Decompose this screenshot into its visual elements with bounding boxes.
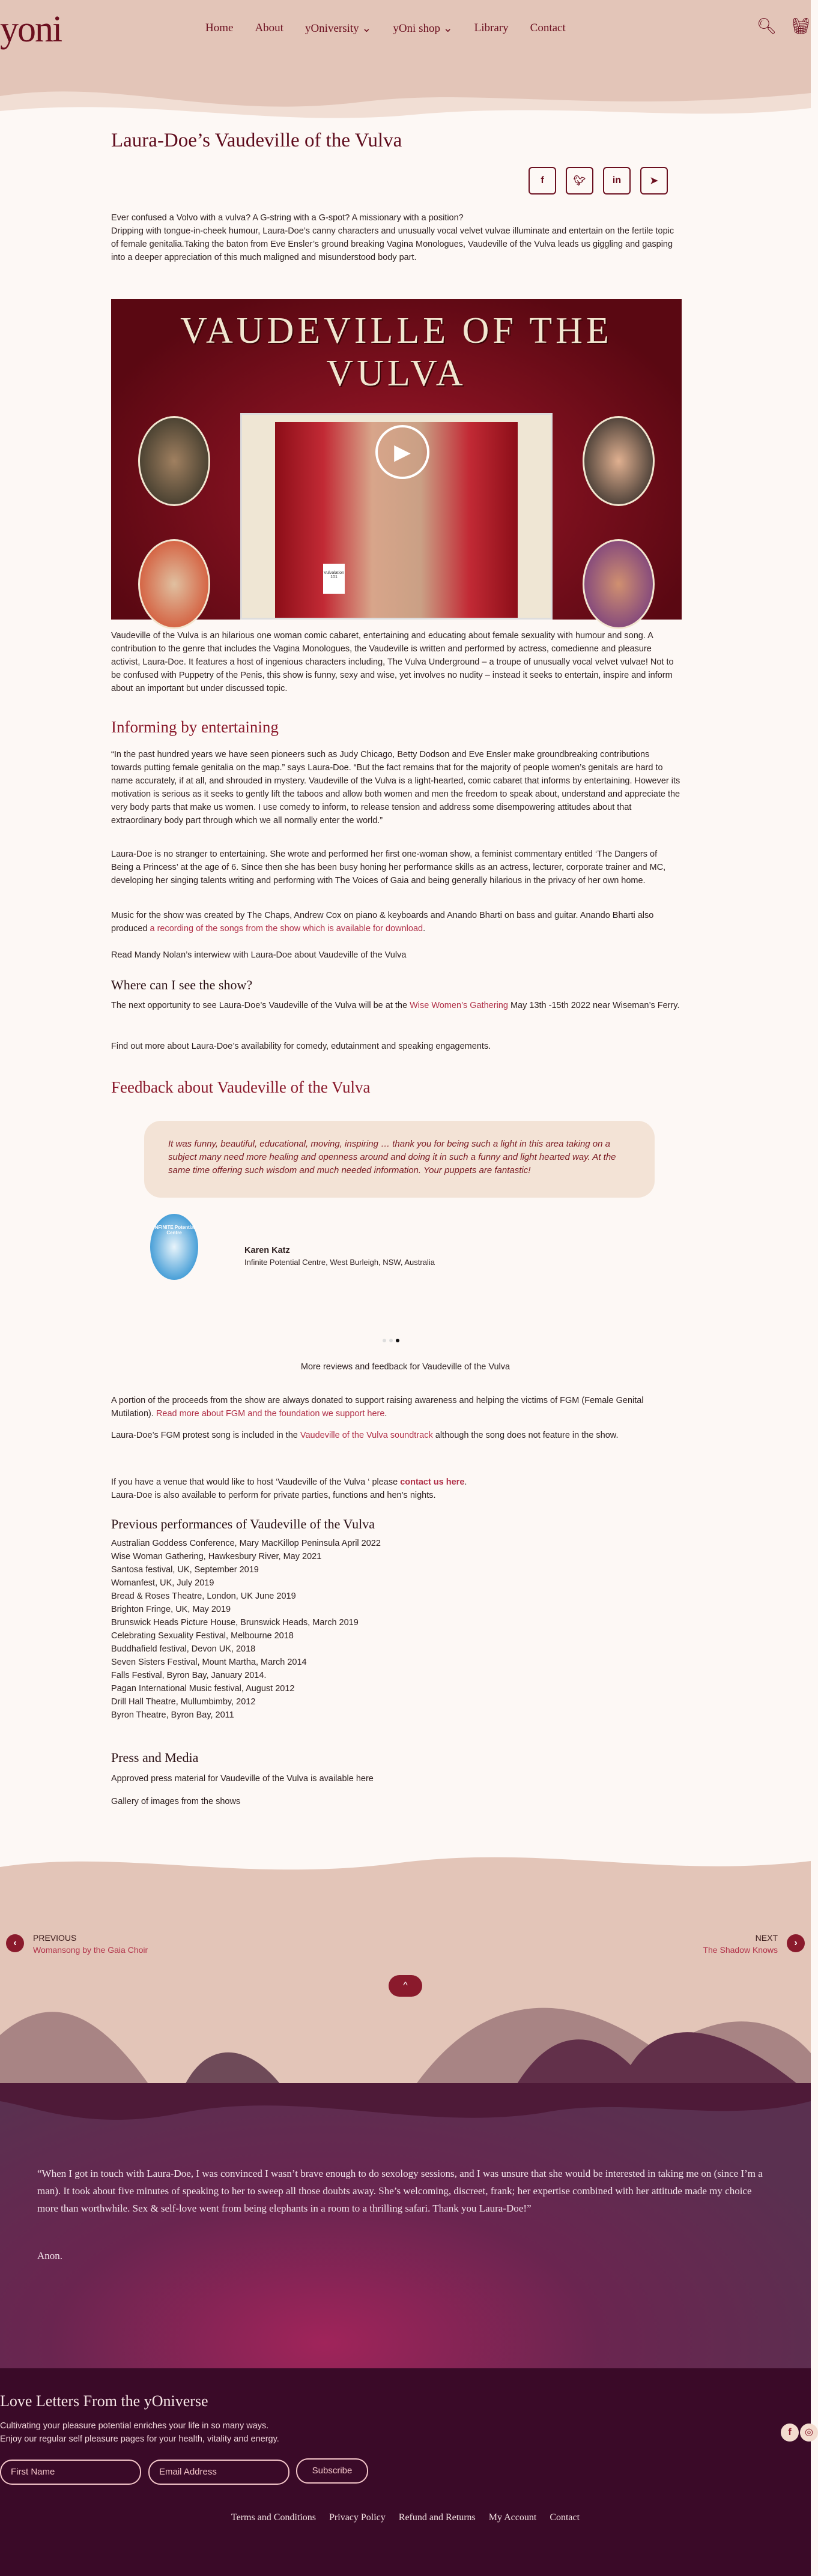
performance-item: Drill Hall Theatre, Mullumbimby, 2012 <box>111 1697 256 1707</box>
performance-item: Bread & Roses Theatre, London, UK June 2019 <box>111 1591 296 1601</box>
song-text: although the song does not feature in the show. <box>432 1431 619 1440</box>
nav-home[interactable]: Home <box>205 22 234 34</box>
footer-link-account[interactable]: My Account <box>488 2512 537 2523</box>
performance-item: Womanfest, UK, July 2019 <box>111 1578 214 1588</box>
footer-link-contact[interactable]: Contact <box>550 2512 580 2523</box>
footer-links <box>0 2512 811 2523</box>
previous-label: PREVIOUS <box>33 1933 77 1943</box>
performance-item: Brighton Fringe, UK, May 2019 <box>111 1605 231 1614</box>
footer-link-refund[interactable]: Refund and Returns <box>398 2512 476 2523</box>
carousel-dot[interactable] <box>383 1339 386 1342</box>
newsletter-title: Love Letters From the yOniverse <box>0 2392 208 2410</box>
site-header <box>0 0 811 126</box>
fgm-paragraph: A portion of the proceeds from the show are always donated to support raising awareness and helping the victims of FGM (Female Genital Mutilation). Read more about FGM and the foundation we support here. <box>111 1396 644 1419</box>
newsletter-text <box>0 2419 279 2446</box>
private-text: Laura-Doe is also available to perform for private parties, functions and hen’s nights. <box>111 1491 436 1500</box>
main-nav <box>205 22 566 35</box>
soundtrack-link[interactable]: Vaudeville of the Vulva soundtrack <box>300 1431 433 1440</box>
decor-waves <box>0 1837 811 2095</box>
nav-yoni-shop[interactable] <box>393 22 452 35</box>
play-icon: ▶ <box>394 439 411 464</box>
testimonial-org: Infinite Potential Centre, West Burleigh, NSW, Australia <box>244 1258 435 1267</box>
character-top-hat <box>583 416 655 506</box>
contact-link[interactable]: contact us here <box>400 1477 465 1487</box>
testimonial-name: Karen Katz <box>244 1246 290 1255</box>
bio-paragraph: Laura-Doe is no stranger to entertaining. She wrote and performed her first one-woman show, a feminist commentary entitled ‘The Dangers of Being a Princess’ at the age of 6. Since then she has been busy honing her performance skills as an actress, lecturer, corporate trainer and MC, developing her singing talents writing and performing with The Voices of Gaia and being generally hilarious in the privacy of her own home. <box>111 849 666 885</box>
next-label: NEXT <box>755 1933 778 1943</box>
venue-paragraph: If you have a venue that would like to host ‘Vaudeville of the Vulva ‘ please contact us here. Laura-Doe is also available to perform for private parties, functions and hen’s nights. <box>111 1477 467 1500</box>
heading-informing: Informing by entertaining <box>111 718 279 736</box>
newsletter-line: Enjoy our regular self pleasure pages for your health, vitality and energy. <box>0 2434 279 2444</box>
performance-item: Byron Theatre, Byron Bay, 2011 <box>111 1710 234 1720</box>
quote-paragraph: “In the past hundred years we have seen pioneers such as Judy Chicago, Betty Dodson and Eve Ensler make groundbreaking contributions towards putting female genitalia on the map.” says Laura-Doe. “But the fact remains that for the majority of people women’s genitals are hard to name accurately, if at all, and shrouded in mystery. Vaudeville of the Vulva is a light-hearted, comic cabaret that informs by entertaining. However its motivation is serious as it seeks to gently lift the taboos and allow both women and men the freedom to speak about, understand and appreciate the very body parts that make us women. I use comedy to inform, to release tension and address some disempowering attitudes about that extraordinary body part through which we all normally enter the world.” <box>111 750 680 825</box>
chevron-down-icon: ⌄ <box>362 22 372 35</box>
heading-previous: Previous performances of Vaudeville of the Vulva <box>111 1516 375 1531</box>
chevron-down-icon: ⌄ <box>443 22 453 35</box>
where-paragraph <box>111 999 682 1012</box>
heading-feedback: Feedback about Vaudeville of the Vulva <box>111 1078 371 1096</box>
featured-author: Anon. <box>37 2250 63 2261</box>
intro-line: Ever confused a Volvo with a vulva? A G-string with a G-spot? A missionary with a position? <box>111 213 464 223</box>
footer-link-privacy[interactable]: Privacy Policy <box>329 2512 386 2523</box>
telegram-icon: ➤ <box>650 176 658 186</box>
share-linkedin-button[interactable] <box>603 167 631 195</box>
next-post-link[interactable]: The Shadow Knows <box>703 1945 778 1955</box>
linkedin-icon: in <box>612 175 622 186</box>
post-navigation-band <box>0 1837 811 2095</box>
next-arrow-icon[interactable]: › <box>787 1934 805 1952</box>
availability-link[interactable]: Find out more about Laura-Doe’s availability for comedy, edutainment and speaking engagements. <box>111 1042 491 1051</box>
decor-mountains <box>0 2083 811 2131</box>
easel-sign: Vulvalation 101 <box>323 564 345 594</box>
more-reviews-link[interactable]: More reviews and feedback for Vaudeville of the Vulva <box>300 1362 510 1372</box>
performance-item: Seven Sisters Festival, Mount Martha, March 2014 <box>111 1658 307 1667</box>
testimonial-bubble: It was funny, beautiful, educational, moving, inspiring … thank you for being such a light in this area taking on a subject many need more healing and openness around and doing it in such a funny and light hearted way. At the same time offering such wisdom and much needed information. Your puppets are fantastic! <box>144 1121 655 1198</box>
character-performer <box>583 539 655 629</box>
previous-arrow-icon[interactable]: ‹ <box>6 1934 24 1952</box>
video-player[interactable] <box>111 299 682 620</box>
carousel-dot[interactable] <box>389 1339 393 1342</box>
performance-item: Celebrating Sexuality Festival, Melbourne 2018 <box>111 1631 294 1641</box>
featured-testimonial-section <box>0 2089 811 2371</box>
performance-item: Buddhafield festival, Devon UK, 2018 <box>111 1644 256 1654</box>
footer-link-terms[interactable]: Terms and Conditions <box>231 2512 317 2523</box>
gallery-link[interactable]: Gallery of images from the shows <box>111 1797 241 1806</box>
logo[interactable]: yoni <box>0 9 62 50</box>
where-text: The next opportunity to see Laura-Doe’s Vaudeville of the Vulva will be at the <box>111 1001 410 1010</box>
share-twitter-button[interactable] <box>566 167 593 195</box>
press-link[interactable]: Approved press material for Vaudeville of the Vulva is available here <box>111 1774 374 1784</box>
carousel-dot-active[interactable] <box>396 1339 399 1342</box>
character-clown <box>138 539 210 629</box>
poster-title: VAUDEVILLE OF THE VULVA <box>180 310 613 394</box>
performance-item: Australian Goddess Conference, Mary MacKillop Peninsula April 2022 <box>111 1539 381 1548</box>
share-facebook-button[interactable] <box>529 167 556 195</box>
performance-item: Pagan International Music festival, August 2012 <box>111 1684 295 1694</box>
nav-about[interactable]: About <box>255 22 283 34</box>
recording-link[interactable]: a recording of the songs from the show which is available for download <box>150 924 423 934</box>
instagram-icon[interactable]: ◎ <box>800 2424 818 2442</box>
facebook-icon: f <box>541 175 544 186</box>
intro <box>111 211 682 264</box>
featured-quote: “When I got in touch with Laura-Doe, I was convinced I wasn’t brave enough to do sexology sessions, and I was unsure that she would be interested in taking me on (since I’m a man). It took about five minutes of speaking to her to sweep all those doubts away. She’s welcoming, discreet, frank; her expertise combined with her attitude made my choice more than worthwhile. Sex & self-love went from being elephants in a room to a thrilling safari. Thank you Laura-Doe!” <box>37 2168 763 2214</box>
music-paragraph: Music for the show was created by The Chaps, Andrew Cox on piano & keyboards and Anando Bharti on bass and guitar. Anando Bharti also produced a recording of the songs from the show which is available for download. <box>111 911 654 934</box>
intro-paragraph: Dripping with tongue-in-cheek humour, Laura-Doe’s canny characters and unusually vocal velvet vulvae illuminate and entertain on the fertile topic of female genitalia.Taking the baton from Eve Ensler’s ground breaking Vagina Monologues, Vaudeville of the Vulva leads us giggling and gasping into a deeper appreciation of this much maligned and misunderstood body part. <box>111 226 674 262</box>
cart-icon[interactable]: 🧺︎ <box>790 17 811 35</box>
fgm-link[interactable]: Read more about FGM and the foundation we support here <box>156 1409 385 1419</box>
page-title: Laura-Doe’s Vaudeville of the Vulva <box>111 130 402 151</box>
description: Vaudeville of the Vulva is an hilarious one woman comic cabaret, entertaining and educating about female sexuality with humour and song. A contribution to the genre that includes the Vagina Monologues, the Vaudeville is written and performed by actress, comedienne and pleasure activist, Laura-Doe. It features a host of ingenious characters including, The Vulva Underground – a troupe of unusually vocal velvet vulvae! Not to be confused with Puppetry of the Penis, this show is funny, sexy and wise, yet involves no nudity – instead it seeks to entertain, inspire and inform about an important but under discussed topic. <box>111 631 674 693</box>
scroll-to-top-button[interactable] <box>389 1975 422 1997</box>
testimonial-logo: INFINITE Potential Centre <box>150 1214 198 1280</box>
first-name-input[interactable]: First Name <box>0 2460 141 2485</box>
chevron-up-icon: ^ <box>403 1980 408 1991</box>
facebook-icon[interactable]: f <box>781 2424 799 2442</box>
share-buttons <box>529 167 668 195</box>
nav-label: yOniversity <box>304 22 359 35</box>
performance-item: Wise Woman Gathering, Hawkesbury River, May 2021 <box>111 1552 322 1561</box>
nav-yoniversity[interactable] <box>305 22 371 35</box>
interview-link[interactable]: Read Mandy Nolan’s interwiew with Laura-Doe about Vaudeville of the Vulva <box>111 950 407 960</box>
where-text: May 13th -15th 2022 near Wiseman’s Ferry. <box>507 1001 680 1010</box>
footer <box>0 2368 811 2576</box>
performance-item: Brunswick Heads Picture House, Brunswick Heads, March 2019 <box>111 1618 359 1627</box>
play-button[interactable] <box>375 425 429 479</box>
search-icon[interactable]: 🔍︎ <box>756 17 777 35</box>
wise-womens-link[interactable]: Wise Women’s Gathering <box>410 1001 508 1010</box>
song-paragraph <box>111 1429 682 1442</box>
performance-item: Santosa festival, UK, September 2019 <box>111 1565 259 1575</box>
music-text: Music for the show was created by The Chaps, Andrew Cox on piano & keyboards and Anando Bharti on bass and guitar. Anando Bharti also produced <box>111 911 654 934</box>
nav-library[interactable]: Library <box>474 22 509 34</box>
subscribe-button[interactable]: Subscribe <box>296 2458 368 2484</box>
performance-item: Falls Festival, Byron Bay, January 2014. <box>111 1671 267 1680</box>
performance-list <box>111 1537 682 1722</box>
venue-text: If you have a venue that would like to host ‘Vaudeville of the Vulva ‘ please <box>111 1477 401 1487</box>
header-wave <box>0 72 811 126</box>
twitter-icon: 🐦︎ <box>573 176 586 186</box>
heading-where: Where can I see the show? <box>111 977 253 992</box>
fgm-text: A portion of the proceeds from the show are always donated to support raising awareness and helping the victims of FGM (Female Genital Mutilation). <box>111 1396 644 1419</box>
newsletter-line: Cultivating your pleasure potential enriches your life in so many ways. <box>0 2421 269 2431</box>
nav-label: yOni shop <box>393 22 440 35</box>
share-telegram-button[interactable] <box>640 167 668 195</box>
header-icons <box>757 17 811 35</box>
heading-press: Press and Media <box>111 1750 199 1765</box>
email-input[interactable]: Email Address <box>148 2460 289 2485</box>
character-nun <box>138 416 210 506</box>
previous-post-link[interactable]: Womansong by the Gaia Choir <box>33 1945 148 1955</box>
nav-contact[interactable]: Contact <box>530 22 566 34</box>
carousel-dots <box>383 1339 399 1342</box>
song-text: Laura-Doe’s FGM protest song is included in the <box>111 1431 300 1440</box>
